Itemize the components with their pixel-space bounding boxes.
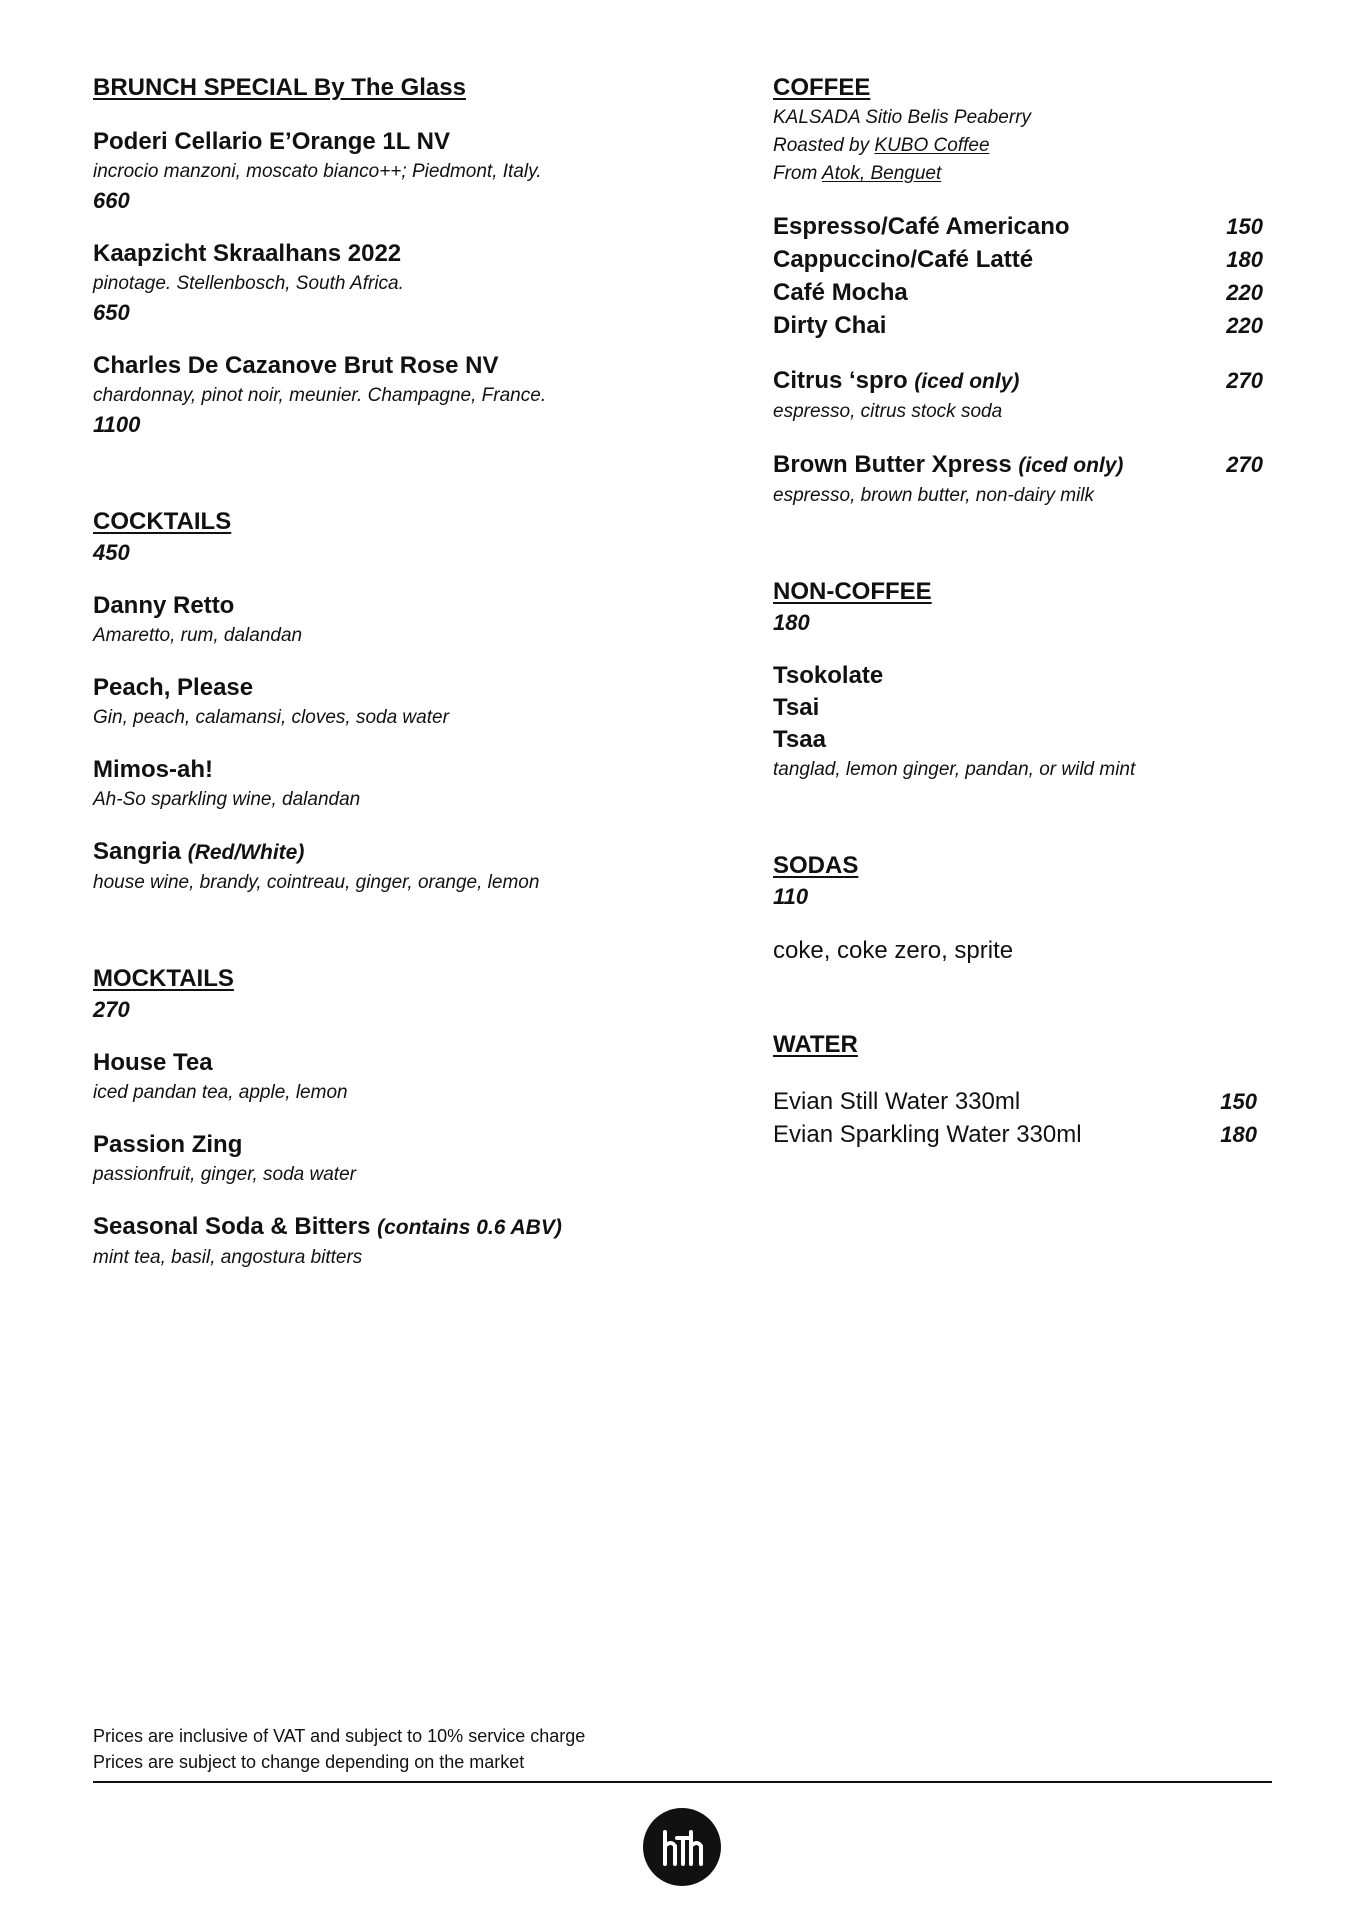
sodas-title: SODAS bbox=[773, 852, 859, 879]
menu-item bbox=[93, 1047, 673, 1107]
coffee-roaster-line bbox=[773, 132, 1263, 160]
item-price: 150 bbox=[1226, 214, 1263, 239]
item-name-row bbox=[773, 364, 1019, 398]
item-name: Espresso/Café Americano bbox=[773, 213, 1070, 240]
price-row bbox=[773, 276, 1263, 309]
mocktails-price: 270 bbox=[93, 997, 130, 1022]
item-price: 220 bbox=[1226, 280, 1263, 305]
coffee-bean: KALSADA Sitio Belis Peaberry bbox=[773, 107, 1032, 128]
item-name: Brown Butter Xpress bbox=[773, 451, 1012, 478]
item-name: Kaapzicht Skraalhans 2022 bbox=[93, 240, 402, 267]
footer-line: Prices are inclusive of VAT and subject to 10% service charge bbox=[93, 1726, 586, 1746]
coffee-section bbox=[773, 72, 1263, 510]
menu-item bbox=[773, 364, 1263, 426]
cocktails-price: 450 bbox=[93, 540, 130, 565]
origin-name: Atok, Benguet bbox=[821, 163, 942, 184]
noncoffee-section bbox=[773, 576, 1263, 784]
item-description: mint tea, basil, angostura bitters bbox=[93, 1247, 363, 1268]
coffee-title: COFFEE bbox=[773, 74, 871, 101]
item-name: Passion Zing bbox=[93, 1131, 243, 1158]
item-description: house wine, brandy, cointreau, ginger, orange, lemon bbox=[93, 872, 540, 893]
price-row bbox=[773, 243, 1263, 276]
menu-item bbox=[93, 672, 673, 732]
price-row bbox=[773, 210, 1263, 243]
item-price: 660 bbox=[93, 188, 130, 213]
item-name-row bbox=[773, 448, 1123, 482]
noncoffee-price: 180 bbox=[773, 610, 810, 635]
sodas-list: coke, coke zero, sprite bbox=[773, 937, 1014, 964]
item-description: tanglad, lemon ginger, pandan, or wild mint bbox=[773, 759, 1136, 780]
water-list bbox=[773, 1085, 1263, 1151]
item-price: 180 bbox=[1226, 247, 1263, 272]
item-price: 220 bbox=[1226, 313, 1263, 338]
item-name: Cappuccino/Café Latté bbox=[773, 246, 1034, 273]
sodas-price: 110 bbox=[773, 884, 809, 909]
brunch-title: BRUNCH SPECIAL By The Glass bbox=[93, 74, 466, 101]
item-description: espresso, citrus stock soda bbox=[773, 401, 1003, 422]
item-description: passionfruit, ginger, soda water bbox=[93, 1164, 356, 1185]
item-name: Evian Still Water 330ml bbox=[773, 1088, 1021, 1115]
item-name: Seasonal Soda & Bitters bbox=[93, 1213, 371, 1240]
mocktails-title: MOCKTAILS bbox=[93, 965, 234, 992]
price-row bbox=[773, 1085, 1263, 1118]
item-price: 650 bbox=[93, 300, 130, 325]
item-name: Mimos-ah! bbox=[93, 756, 213, 783]
menu-item bbox=[93, 590, 673, 650]
item-name-row bbox=[93, 1211, 673, 1244]
item-price: 150 bbox=[1220, 1089, 1257, 1114]
cocktails-section bbox=[93, 506, 673, 897]
roaster-name: KUBO Coffee bbox=[874, 135, 990, 156]
menu-item bbox=[773, 448, 1263, 510]
footer-notes bbox=[93, 1723, 585, 1775]
footer-divider bbox=[93, 1781, 1272, 1783]
coffee-origin-line bbox=[773, 160, 1263, 188]
item-name-row bbox=[93, 836, 673, 869]
item-note: (iced only) bbox=[1018, 454, 1124, 477]
item-description: Amaretto, rum, dalandan bbox=[93, 625, 303, 646]
footer-line: Prices are subject to change depending on the market bbox=[93, 1752, 525, 1772]
menu-item bbox=[93, 836, 673, 897]
menu-item bbox=[93, 754, 673, 814]
item-name: Charles De Cazanove Brut Rose NV bbox=[93, 352, 499, 379]
left-column bbox=[93, 72, 673, 1272]
item-name: House Tea bbox=[93, 1049, 213, 1076]
item-name: Poderi Cellario E’Orange 1L NV bbox=[93, 128, 450, 155]
item-note: (contains 0.6 ABV) bbox=[377, 1216, 562, 1239]
item-price: 180 bbox=[1220, 1122, 1257, 1147]
brunch-section bbox=[93, 72, 673, 440]
item-description: Gin, peach, calamansi, cloves, soda water bbox=[93, 707, 449, 728]
item-price: 1100 bbox=[93, 412, 141, 437]
logo-mark bbox=[643, 1808, 721, 1886]
from-label: From bbox=[773, 163, 822, 184]
sodas-section bbox=[773, 850, 1263, 967]
cocktails-title: COCKTAILS bbox=[93, 508, 232, 535]
item-name: Tsaa bbox=[773, 726, 826, 753]
water-section bbox=[773, 1029, 1263, 1151]
item-description: iced pandan tea, apple, lemon bbox=[93, 1082, 348, 1103]
item-price: 270 bbox=[1226, 368, 1263, 393]
item-price: 270 bbox=[1226, 452, 1263, 477]
item-description: espresso, brown butter, non-dairy milk bbox=[773, 485, 1095, 506]
menu-item bbox=[93, 1211, 673, 1272]
item-name: Evian Sparkling Water 330ml bbox=[773, 1121, 1082, 1148]
hth-monogram-icon bbox=[643, 1808, 721, 1886]
item-name: Citrus ‘spro bbox=[773, 367, 908, 394]
menu-item bbox=[93, 126, 673, 216]
noncoffee-title: NON-COFFEE bbox=[773, 578, 932, 605]
item-name: Peach, Please bbox=[93, 674, 254, 701]
roasted-by-label: Roasted by bbox=[773, 135, 875, 156]
item-description: incrocio manzoni, moscato bianco++; Piedmont, Italy. bbox=[93, 161, 542, 182]
price-row bbox=[773, 1118, 1263, 1151]
menu-item bbox=[93, 350, 673, 440]
item-name: Sangria bbox=[93, 838, 182, 865]
item-name: Dirty Chai bbox=[773, 312, 887, 339]
price-row bbox=[773, 309, 1263, 342]
item-name: Tsokolate bbox=[773, 662, 884, 689]
menu-item bbox=[93, 238, 673, 328]
mocktails-section bbox=[93, 963, 673, 1272]
right-column bbox=[773, 72, 1263, 1151]
price-row bbox=[773, 364, 1263, 398]
menu-item bbox=[93, 1129, 673, 1189]
item-note: (Red/White) bbox=[187, 841, 305, 864]
water-title: WATER bbox=[773, 1031, 858, 1058]
price-row bbox=[773, 448, 1263, 482]
item-description: chardonnay, pinot noir, meunier. Champagne, France. bbox=[93, 385, 547, 406]
item-description: pinotage. Stellenbosch, South Africa. bbox=[93, 273, 404, 294]
coffee-price-list bbox=[773, 210, 1263, 342]
item-note: (iced only) bbox=[914, 370, 1020, 393]
item-description: Ah-So sparkling wine, dalandan bbox=[93, 789, 361, 810]
menu-item bbox=[773, 660, 1263, 784]
item-name: Danny Retto bbox=[93, 592, 235, 619]
item-name: Café Mocha bbox=[773, 279, 908, 306]
item-name: Tsai bbox=[773, 694, 820, 721]
